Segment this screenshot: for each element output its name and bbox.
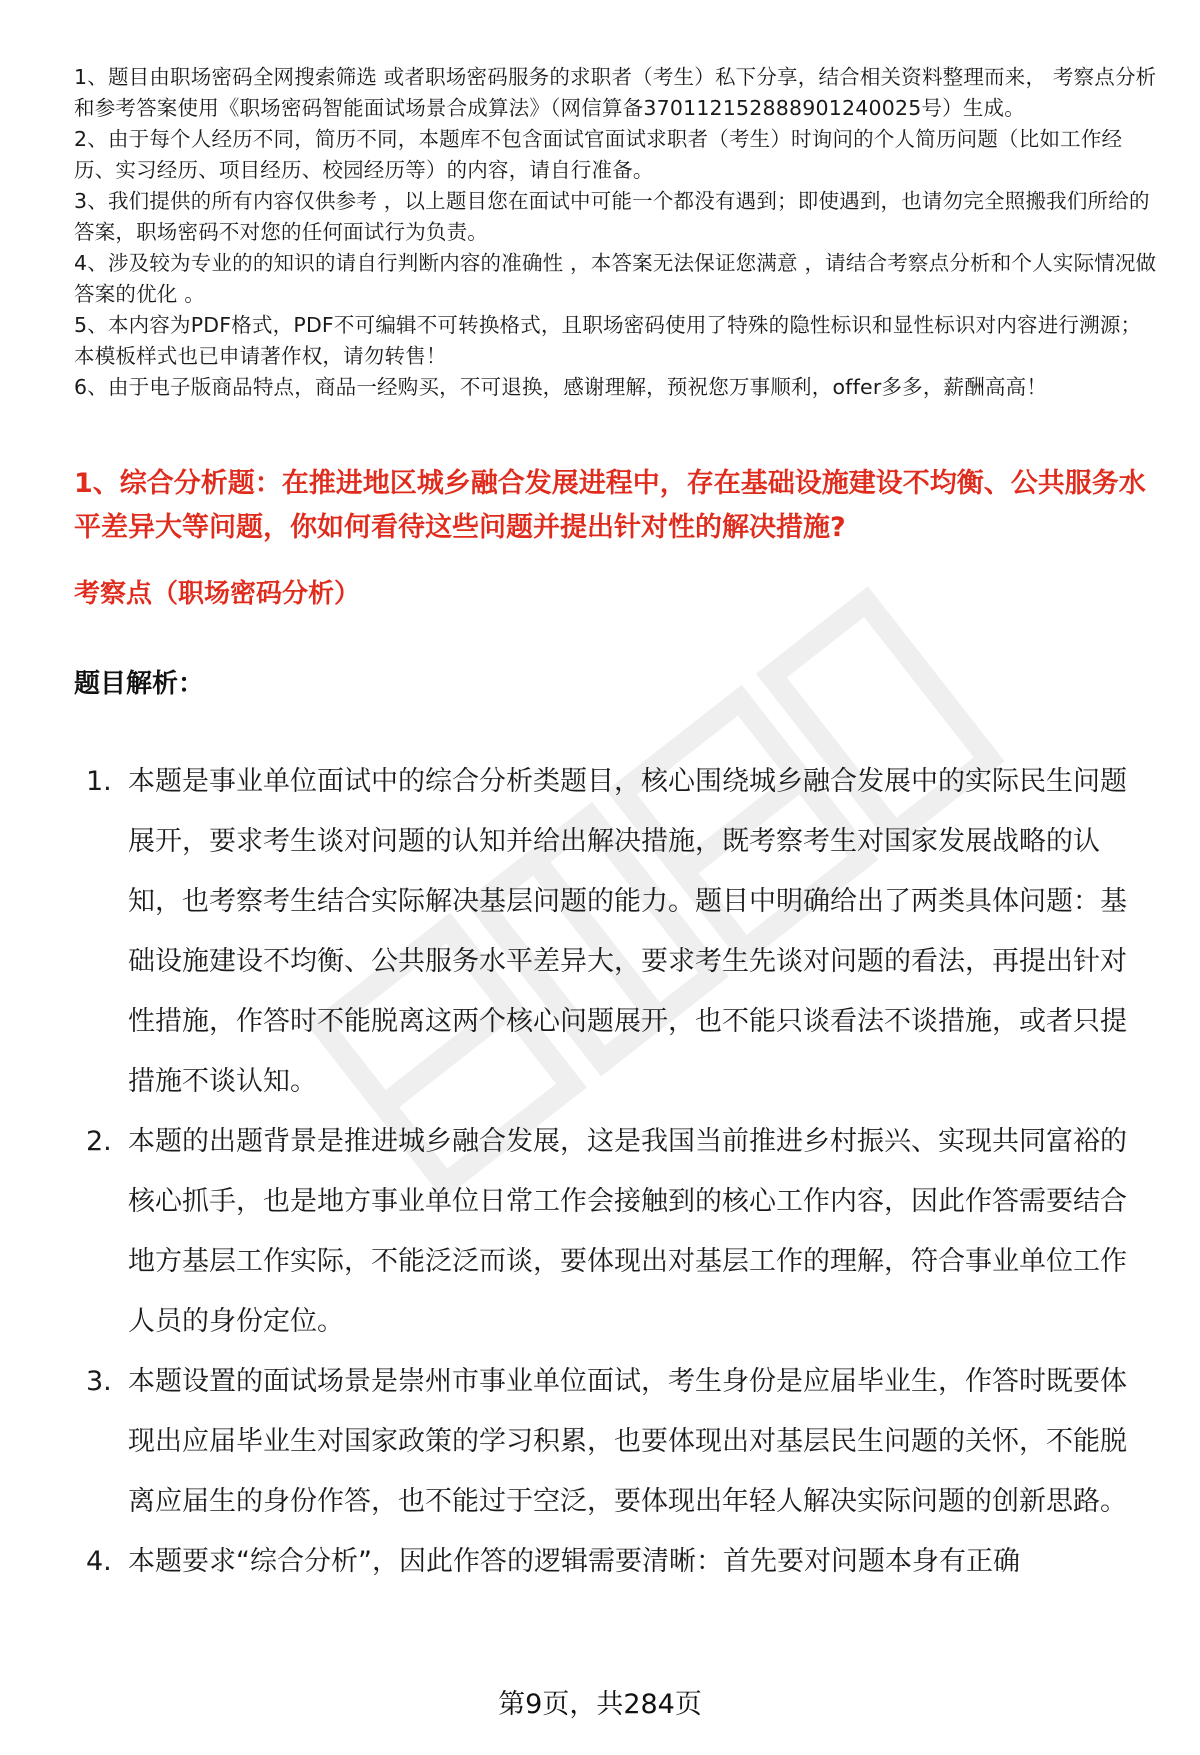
analysis-list xyxy=(80,752,1150,1592)
list-item xyxy=(80,1532,1150,1592)
list-item-text: 本题设置的面试场景是崇州市事业单位面试，考生身份是应届毕业生，作答时既要体现出应届毕业生对国家政策的学习积累，也要体现出对基层民生问题的关怀，不能脱离应届生的身份作答，也不能过于空泛，要体现出年轻人解决实际问题的创新思路。 xyxy=(128,1366,1127,1517)
disclaimer-notes xyxy=(74,62,1158,403)
disclaimer-note-5: 5、本内容为PDF格式，PDF不可编辑不可转换格式，且职场密码使用了特殊的隐性标识和显性标识对内容进行溯源；本模板样式也已申请著作权，请勿转售！ xyxy=(74,313,1142,368)
page-number: 第9页，共284页 xyxy=(498,1689,702,1720)
list-item-number: 2. xyxy=(86,1126,112,1157)
list-item-text: 本题是事业单位面试中的综合分析类题目，核心围绕城乡融合发展中的实际民生问题展开，要求考生谈对问题的认知并给出解决措施，既考察考生对国家发展战略的认知，也考察考生结合实际解决基层问题的能力。题目中明确给出了两类具体问题：基础设施建设不均衡、公共服务水平差异大，要求考生先谈对问题的看法，再提出针对性措施，作答时不能脱离这两个核心问题展开，也不能只谈看法不谈措施，或者只提措施不谈认知。 xyxy=(128,766,1127,1097)
analysis-heading: 题目解析： xyxy=(74,669,205,699)
list-item-text: 本题要求“综合分析”，因此作答的逻辑需要清晰：首先要对问题本身有正确 xyxy=(128,1546,1020,1577)
question-title: 1、综合分析题：在推进地区城乡融合发展进程中，存在基础设施建设不均衡、公共服务水平差异大等问题，你如何看待这些问题并提出针对性的解决措施? xyxy=(74,468,1146,543)
list-item-number: 4. xyxy=(86,1546,112,1577)
disclaimer-note-3: 3、我们提供的所有内容仅供参考 ，以上题目您在面试中可能一个都没有遇到；即使遇到，也请勿完全照搬我们所给的答案，职场密码不对您的任何面试行为负责。 xyxy=(74,189,1150,244)
disclaimer-note-1: 1、题目由职场密码全网搜索筛选 或者职场密码服务的求职者（考生）私下分享，结合相关资料整理而来， 考察点分析和参考答案使用《职场密码智能面试场景合成算法》（网信算备370112152888901240025号）生成。 xyxy=(74,65,1157,120)
list-item xyxy=(80,752,1150,1112)
list-item-number: 3. xyxy=(86,1366,112,1397)
disclaimer-note-2: 2、由于每个人经历不同，简历不同，本题库不包含面试官面试求职者（考生）时询问的个人简历问题（比如工作经历、实习经历、项目经历、校园经历等）的内容，请自行准备。 xyxy=(74,127,1123,182)
list-item xyxy=(80,1352,1150,1532)
list-item-number: 1. xyxy=(86,766,112,797)
list-item-text: 本题的出题背景是推进城乡融合发展，这是我国当前推进乡村振兴、实现共同富裕的核心抓手，也是地方事业单位日常工作会接触到的核心工作内容，因此作答需要结合地方基层工作实际，不能泛泛而谈，要体现出对基层工作的理解，符合事业单位工作人员的身份定位。 xyxy=(128,1126,1127,1337)
kaochadian-heading: 考察点（职场密码分析） xyxy=(74,579,361,609)
disclaimer-note-4: 4、涉及较为专业的的知识的请自行判断内容的准确性 ，本答案无法保证您满意 ，请结合考察点分析和个人实际情况做答案的优化 。 xyxy=(74,251,1157,306)
disclaimer-note-6: 6、由于电子版商品特点，商品一经购买，不可退换，感谢理解，预祝您万事顺利，offer多多，薪酬高高！ xyxy=(74,375,1048,399)
list-item xyxy=(80,1112,1150,1352)
